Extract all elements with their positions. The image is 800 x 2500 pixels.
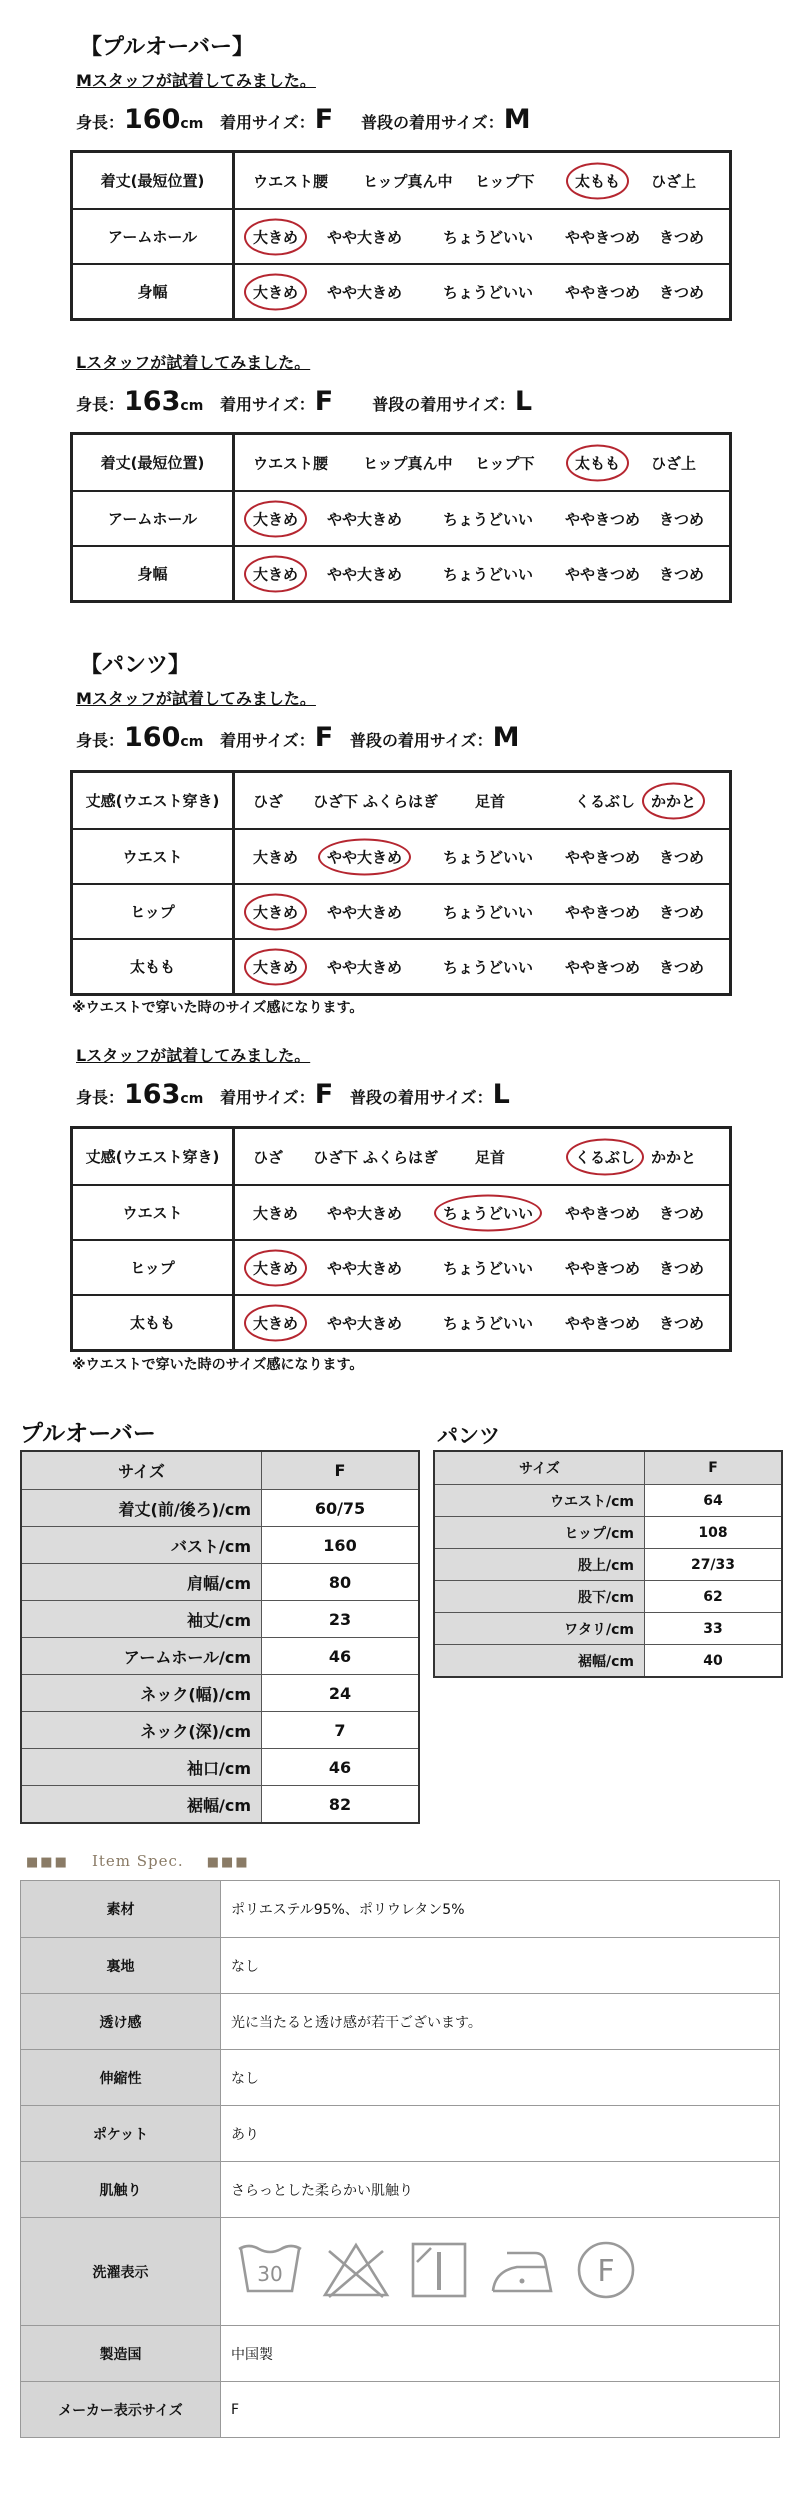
- size-row: [22, 1526, 418, 1563]
- fit-option: きつめ: [659, 565, 705, 583]
- fit-options: [235, 1296, 729, 1349]
- size-value: 46: [328, 1757, 352, 1777]
- fit-option: ややきつめ: [565, 958, 641, 976]
- fit-option-selected: 太もも: [575, 172, 621, 190]
- fit-option: きつめ: [659, 283, 705, 301]
- fit-option: ちょうどいい: [443, 1259, 534, 1277]
- fit-option: ややきつめ: [565, 228, 641, 246]
- fit-row: [73, 435, 729, 490]
- fit-option: ひざ: [253, 1148, 284, 1166]
- size-label: サイズ: [22, 1452, 262, 1489]
- fit-row: [73, 153, 729, 208]
- fit-option: ややきつめ: [565, 903, 641, 921]
- size-label: 股下/cm: [435, 1581, 645, 1612]
- pants-m-note: ※ウエストで穿いた時のサイズ感になります。: [72, 1000, 364, 1016]
- fit-row-label: 着丈(最短位置): [73, 153, 235, 208]
- fit-option: ややきつめ: [565, 510, 641, 528]
- fit-option: ふくらはぎ: [363, 1148, 439, 1166]
- size-value: 82: [328, 1794, 352, 1814]
- fit-row-label: ヒップ: [73, 1241, 235, 1294]
- fit-option: きつめ: [659, 1204, 705, 1222]
- size-label: ネック(深)/cm: [22, 1712, 262, 1748]
- fit-option-selected: 大きめ: [253, 565, 299, 583]
- fit-option: ヒップ下: [475, 172, 535, 190]
- fit-row: [73, 263, 729, 318]
- fit-row-label: 丈感(ウエスト穿き): [73, 1129, 235, 1184]
- size-label: 袖口/cm: [22, 1749, 262, 1785]
- fit-options: [235, 265, 729, 318]
- spec-label: 洗濯表示: [21, 2218, 221, 2325]
- size-header-row: [435, 1452, 781, 1484]
- fit-option-selected: かかと: [651, 792, 697, 810]
- size-label: ワタリ/cm: [435, 1613, 645, 1644]
- fit-row-label: 太もも: [73, 940, 235, 993]
- fit-option: かかと: [651, 1148, 697, 1166]
- pullover-size-table: [20, 1450, 420, 1824]
- fit-option: ややきつめ: [565, 565, 641, 583]
- fit-option: ややきつめ: [565, 1204, 641, 1222]
- fit-option: やや大きめ: [327, 1259, 403, 1277]
- size-value: 33: [703, 1620, 723, 1637]
- fit-row-label: 身幅: [73, 265, 235, 318]
- pants-l-staff-measurements: 身長：163cm 着用サイズ：F 普段の着用サイズ：L: [76, 1079, 510, 1110]
- fit-option: やや大きめ: [327, 228, 403, 246]
- spec-row: [21, 2049, 779, 2105]
- spec-label: 素材: [21, 1881, 221, 1937]
- fit-row-label: アームホール: [73, 492, 235, 545]
- spec-value: なし: [231, 2070, 259, 2087]
- fit-option: ひざ上: [651, 454, 697, 472]
- fit-option: ややきつめ: [565, 1259, 641, 1277]
- pants-m-staff-title: Mスタッフが試着してみました。: [76, 689, 316, 708]
- fit-row: [73, 490, 729, 545]
- fit-option: やや大きめ: [327, 510, 403, 528]
- fit-options: [235, 830, 729, 883]
- spec-label: 製造国: [21, 2326, 221, 2381]
- spec-value: あり: [231, 2126, 259, 2143]
- size-label: 裾幅/cm: [22, 1786, 262, 1822]
- size-row: [435, 1580, 781, 1612]
- fit-row: [73, 208, 729, 263]
- fit-option: ひざ下: [313, 792, 359, 810]
- fit-option-selected: 大きめ: [253, 958, 299, 976]
- spec-value: さらっとした柔らかい肌触り: [231, 2182, 413, 2199]
- spec-value: 中国製: [231, 2346, 273, 2363]
- fit-option-selected: 大きめ: [253, 228, 299, 246]
- no-bleach-icon: [321, 2241, 391, 2303]
- fit-option: きつめ: [659, 903, 705, 921]
- pants-header: 【パンツ】: [80, 653, 191, 678]
- fit-option: ちょうどいい: [443, 565, 534, 583]
- fit-option: ふくらはぎ: [363, 792, 439, 810]
- size-label: ヒップ/cm: [435, 1517, 645, 1548]
- pants-l-fit-table: [70, 1126, 732, 1352]
- fit-option: ちょうどいい: [443, 283, 534, 301]
- l-staff-title: Lスタッフが試着してみました。: [76, 353, 311, 372]
- item-spec-table: [20, 1880, 780, 2438]
- fit-option: ちょうどいい: [443, 510, 534, 528]
- fit-option: ちょうどいい: [443, 228, 534, 246]
- size-value: 27/33: [690, 1556, 736, 1573]
- fit-option: 大きめ: [253, 1204, 299, 1222]
- size-label: サイズ: [435, 1452, 645, 1484]
- m-staff-title: Mスタッフが試着してみました。: [76, 71, 316, 90]
- size-value: 46: [328, 1646, 352, 1666]
- size-label: 着丈(前/後ろ)/cm: [22, 1490, 262, 1526]
- fit-option: ヒップ真ん中: [363, 454, 453, 472]
- fit-option: やや大きめ: [327, 283, 403, 301]
- fit-option: くるぶし: [575, 792, 636, 810]
- fit-option-selected: 大きめ: [253, 283, 299, 301]
- size-value: 24: [328, 1683, 352, 1703]
- size-row: [22, 1563, 418, 1600]
- size-row: [22, 1637, 418, 1674]
- pullover-size-title: プルオーバー: [20, 1421, 156, 1447]
- fit-options: [235, 940, 729, 993]
- size-row: [22, 1711, 418, 1748]
- fit-option: ひざ: [253, 792, 284, 810]
- fit-option: きつめ: [659, 1314, 705, 1332]
- fit-row: [73, 1184, 729, 1239]
- spec-label: ポケット: [21, 2106, 221, 2161]
- fit-option-selected: 大きめ: [253, 1259, 299, 1277]
- size-value: 40: [703, 1652, 723, 1669]
- spec-value: ポリエステル95%、ポリウレタン5%: [231, 1902, 465, 1918]
- spec-value: [221, 2218, 779, 2325]
- fit-row: [73, 828, 729, 883]
- fit-row: [73, 1129, 729, 1184]
- fit-row-label: ヒップ: [73, 885, 235, 938]
- pants-m-fit-table: [70, 770, 732, 996]
- fit-option-selected: 大きめ: [253, 510, 299, 528]
- spec-value: 光に当たると透け感が若干ございます。: [231, 2014, 482, 2031]
- spec-label: メーカー表示サイズ: [21, 2382, 221, 2437]
- size-value: 62: [703, 1588, 723, 1605]
- fit-option: ウエスト: [253, 454, 314, 472]
- fit-option: ややきつめ: [565, 848, 641, 866]
- svg-text:30: 30: [257, 2261, 283, 2286]
- fit-option: ヒップ下: [475, 454, 535, 472]
- fit-option: ひざ下: [313, 1148, 359, 1166]
- size-value: F: [262, 1452, 418, 1489]
- dry-clean-f-icon: [575, 2239, 637, 2305]
- size-value: 108: [698, 1524, 728, 1541]
- spec-value: なし: [231, 1958, 259, 1975]
- fit-option-selected: 大きめ: [253, 903, 299, 921]
- fit-option: 大きめ: [253, 848, 299, 866]
- item-spec-heading: ■■■ Item Spec. ■■■: [26, 1852, 250, 1870]
- fit-option: ヒップ真ん中: [363, 172, 453, 190]
- spec-label: 伸縮性: [21, 2050, 221, 2105]
- pullover-header: 【プルオーバー】: [80, 35, 255, 60]
- size-label: アームホール/cm: [22, 1638, 262, 1674]
- fit-option: ちょうどいい: [443, 1314, 534, 1332]
- wash-30-icon: [237, 2241, 303, 2303]
- size-label: ネック(幅)/cm: [22, 1675, 262, 1711]
- fit-options: [235, 1241, 729, 1294]
- size-value: 23: [328, 1609, 352, 1629]
- spec-label: 透け感: [21, 1994, 221, 2049]
- spec-row: [21, 1881, 779, 1937]
- fit-options: [235, 773, 729, 828]
- fit-row: [73, 545, 729, 600]
- fit-options: [235, 492, 729, 545]
- size-value: 80: [328, 1572, 352, 1592]
- fit-option: きつめ: [659, 228, 705, 246]
- spec-row: [21, 1993, 779, 2049]
- fit-row: [73, 773, 729, 828]
- spec-row: [21, 2325, 779, 2381]
- fit-row-label: 着丈(最短位置): [73, 435, 235, 490]
- size-row: [435, 1612, 781, 1644]
- fit-options: [235, 1186, 729, 1239]
- size-value: 7: [334, 1720, 346, 1740]
- spec-row: [21, 2105, 779, 2161]
- size-value: 64: [703, 1492, 723, 1509]
- fit-option: やや大きめ: [327, 1204, 403, 1222]
- size-row: [22, 1489, 418, 1526]
- spec-row: [21, 2161, 779, 2217]
- pants-size-title: パンツ: [437, 1424, 500, 1448]
- size-label: 袖丈/cm: [22, 1601, 262, 1637]
- fit-option: ややきつめ: [565, 283, 641, 301]
- fit-row-label: 太もも: [73, 1296, 235, 1349]
- fit-option: ちょうどいい: [443, 958, 534, 976]
- fit-options: [235, 1129, 729, 1184]
- pullover-m-fit-table: [70, 150, 732, 321]
- fit-row-label: アームホール: [73, 210, 235, 263]
- size-value: 60/75: [314, 1498, 366, 1518]
- fit-option-selected: ちょうどいい: [443, 1204, 534, 1222]
- spec-row: [21, 1937, 779, 1993]
- drip-dry-icon: [409, 2240, 469, 2304]
- fit-options: [235, 435, 729, 490]
- pants-l-note: ※ウエストで穿いた時のサイズ感になります。: [72, 1357, 364, 1373]
- size-value: F: [645, 1452, 781, 1484]
- fit-option: ひざ上: [651, 172, 697, 190]
- fit-options: [235, 885, 729, 938]
- fit-option: きつめ: [659, 958, 705, 976]
- fit-option: きつめ: [659, 1259, 705, 1277]
- size-row: [435, 1484, 781, 1516]
- fit-option: ウエスト: [253, 172, 314, 190]
- size-row: [22, 1748, 418, 1785]
- fit-option: きつめ: [659, 510, 705, 528]
- fit-row: [73, 883, 729, 938]
- fit-row: [73, 1239, 729, 1294]
- spec-label: 肌触り: [21, 2162, 221, 2217]
- fit-options: [235, 547, 729, 600]
- fit-row-label: 丈感(ウエスト穿き): [73, 773, 235, 828]
- size-row: [435, 1516, 781, 1548]
- spec-value: F: [231, 2401, 240, 2418]
- fit-option-selected: 大きめ: [253, 1314, 299, 1332]
- pants-l-staff-title: Lスタッフが試着してみました。: [76, 1046, 311, 1065]
- pants-m-staff-measurements: 身長：160cm 着用サイズ：F 普段の着用サイズ：M: [76, 722, 520, 753]
- fit-row-label: ウエスト: [73, 1186, 235, 1239]
- size-header-row: [22, 1452, 418, 1489]
- pullover-l-fit-table: [70, 432, 732, 603]
- pants-size-table: [433, 1450, 783, 1678]
- fit-option: 腰: [313, 454, 329, 472]
- svg-text:F: F: [597, 2253, 615, 2289]
- fit-row: [73, 938, 729, 993]
- fit-row-label: ウエスト: [73, 830, 235, 883]
- size-label: 肩幅/cm: [22, 1564, 262, 1600]
- spec-row: [21, 2381, 779, 2437]
- size-label: 股上/cm: [435, 1549, 645, 1580]
- size-label: バスト/cm: [22, 1527, 262, 1563]
- fit-options: [235, 153, 729, 208]
- m-staff-measurements: 身長：160cm 着用サイズ：F 普段の着用サイズ：M: [76, 104, 531, 135]
- fit-option: 腰: [313, 172, 329, 190]
- spec-label: 裏地: [21, 1938, 221, 1993]
- iron-low-icon: [487, 2243, 557, 2301]
- size-row: [435, 1548, 781, 1580]
- size-label: 裾幅/cm: [435, 1645, 645, 1676]
- size-label: ウエスト/cm: [435, 1485, 645, 1516]
- size-row: [435, 1644, 781, 1676]
- fit-option: やや大きめ: [327, 903, 403, 921]
- fit-row: [73, 1294, 729, 1349]
- fit-option-selected: くるぶし: [575, 1148, 636, 1166]
- spec-row: [21, 2217, 779, 2325]
- fit-option: やや大きめ: [327, 565, 403, 583]
- fit-option: ややきつめ: [565, 1314, 641, 1332]
- size-row: [22, 1600, 418, 1637]
- fit-row-label: 身幅: [73, 547, 235, 600]
- l-staff-measurements: 身長：163cm 着用サイズ：F 普段の着用サイズ：L: [76, 386, 533, 417]
- size-value: 160: [323, 1535, 357, 1555]
- fit-option: ちょうどいい: [443, 848, 534, 866]
- fit-option: やや大きめ: [327, 958, 403, 976]
- fit-option: 足首: [475, 792, 506, 810]
- care-icons: [231, 2239, 637, 2305]
- fit-option: 足首: [475, 1148, 506, 1166]
- size-row: [22, 1785, 418, 1822]
- fit-option: やや大きめ: [327, 1314, 403, 1332]
- size-row: [22, 1674, 418, 1711]
- fit-options: [235, 210, 729, 263]
- fit-option: きつめ: [659, 848, 705, 866]
- fit-option-selected: 太もも: [575, 454, 621, 472]
- fit-option: ちょうどいい: [443, 903, 534, 921]
- fit-option-selected: やや大きめ: [327, 848, 403, 866]
